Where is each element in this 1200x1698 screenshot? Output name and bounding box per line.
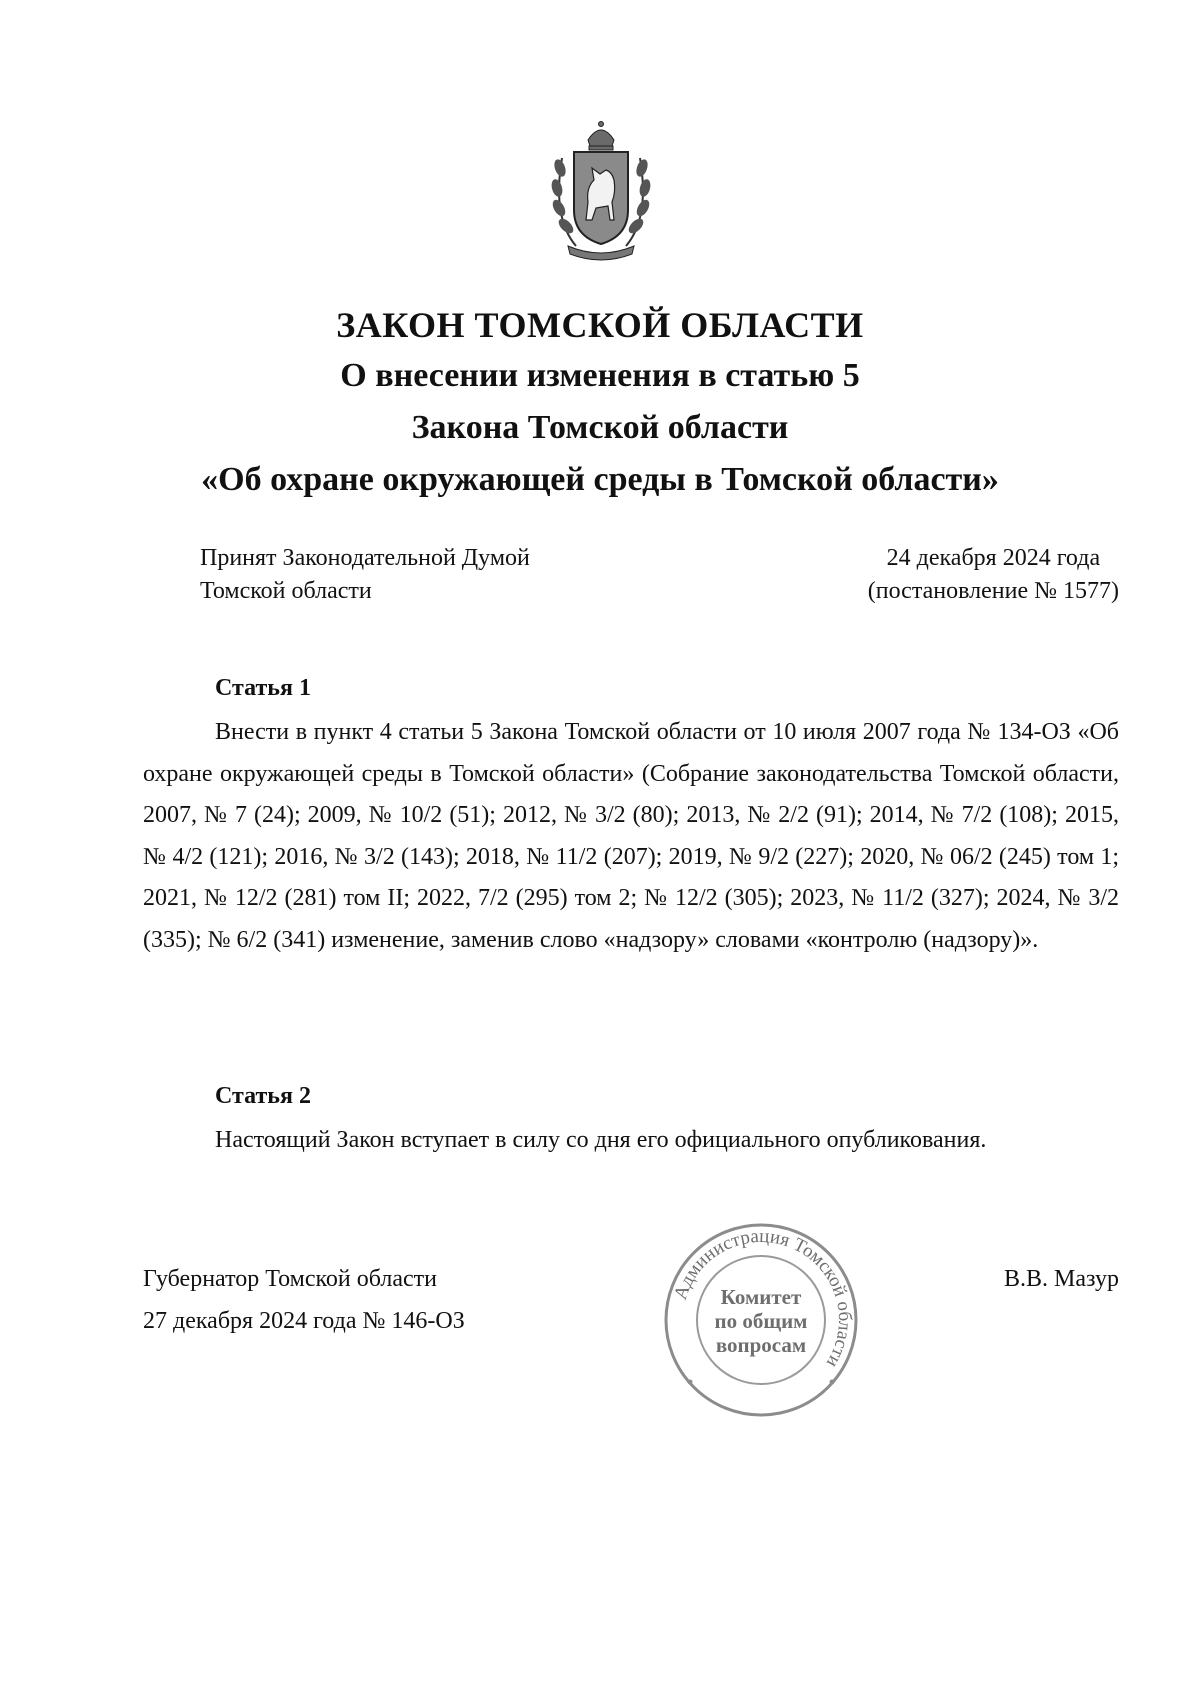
- article-heading: Статья 1: [215, 675, 311, 701]
- article-2: [143, 1080, 1119, 1162]
- adopting-body: [200, 542, 530, 608]
- law-title: ЗАКОН ТОМСКОЙ ОБЛАСТИ: [336, 305, 864, 345]
- seal-center-line-1: Комитет: [720, 1285, 802, 1309]
- adopting-body-line-2: Томской области: [200, 578, 372, 604]
- official-seal-stamp: [663, 1222, 859, 1418]
- seal-ring-text: Администрация Томской области: [670, 1225, 856, 1372]
- adoption-date-block: [868, 542, 1119, 608]
- coat-of-arms-icon: [548, 118, 654, 266]
- signatory-name: В.В. Мазур: [1004, 1266, 1119, 1292]
- signatory-position: Губернатор Томской области: [143, 1266, 437, 1292]
- adoption-resolution: (постановление № 1577): [867, 578, 1119, 604]
- law-subtitle-line-2: Закона Томской области: [411, 409, 789, 446]
- law-subtitle-line-3: «Об охране окружающей среды в Томской области»: [201, 461, 999, 498]
- seal-center-line-2: по общим: [714, 1309, 808, 1333]
- adoption-date: 24 декабря 2024 года: [886, 545, 1101, 571]
- article-heading: Статья 2: [215, 1083, 311, 1109]
- article-1: [143, 672, 1119, 961]
- article-text: Внести в пункт 4 статьи 5 Закона Томской области от 10 июля 2007 года № 134-ОЗ «Об охране окружающей среды в Томской области» (Собрание законодательства Томской области, 2007, № 7 (24); 2009, № 10/2 (51); 2012, № 3/2 (80); 2013, № 2/2 (91); 2014, № 7/2 (108); 2015, № 4/2 (121); 2016, № 3/2 (143); 2018, № 11/2 (207); 2019, № 9/2 (227); 2020, № 06/2 (245) том 1; 2021, № 12/2 (281) том II; 2022, 7/2 (295) том 2; № 12/2 (305); 2023, № 11/2 (327); 2024, № 3/2 (335); № 6/2 (341) изменение, заменив слово «надзору» словами «контролю (надзору)».: [143, 719, 1119, 953]
- adopting-body-line-1: Принят Законодательной Думой: [200, 545, 530, 571]
- signatory-block: [143, 1258, 465, 1342]
- article-text: Настоящий Закон вступает в силу со дня его официального опубликования.: [215, 1127, 987, 1153]
- seal-center-line-3: вопросам: [715, 1333, 807, 1357]
- law-subtitle-line-1: О внесении изменения в статью 5: [340, 357, 860, 394]
- signing-date-number: 27 декабря 2024 года № 146-ОЗ: [143, 1308, 465, 1334]
- document-title-block: [100, 300, 1100, 506]
